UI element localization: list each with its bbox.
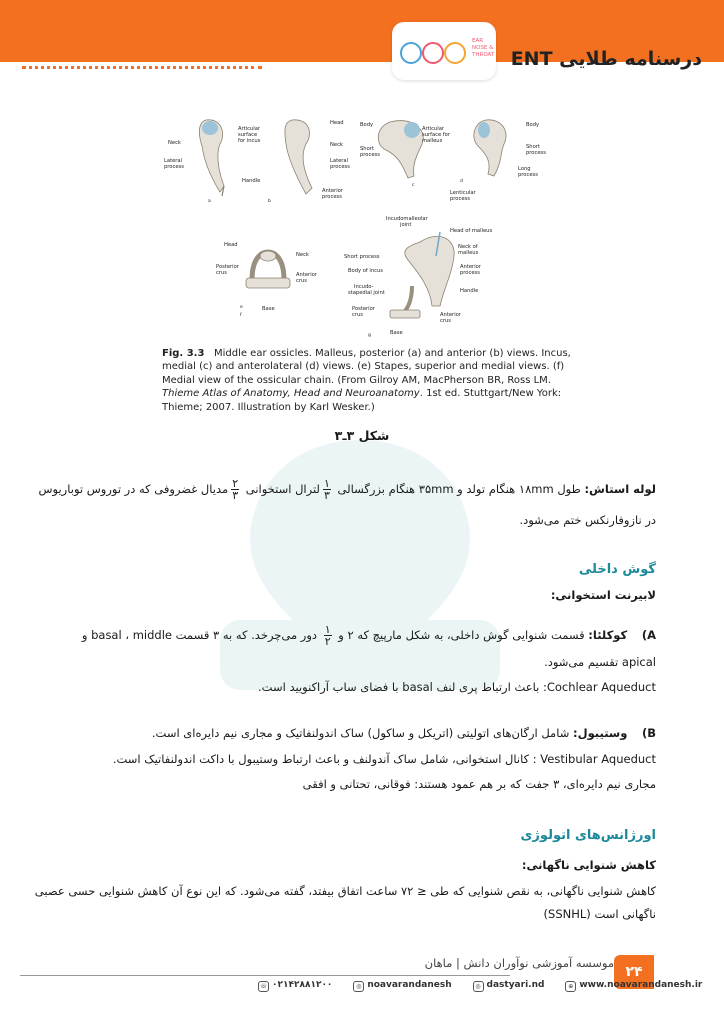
ear-icon <box>400 42 422 64</box>
caption-line: Thieme; 2007. Illustration by Karl Wesker.) <box>162 401 375 413</box>
eustachian-text: لترال استخوانی <box>242 482 320 496</box>
fig-label: a <box>208 199 211 204</box>
fig-label: process <box>360 152 380 158</box>
fig-label: Neck <box>330 142 343 148</box>
fig-label: stapedial joint <box>348 290 385 296</box>
fig-label: Articular <box>238 126 261 132</box>
footer-link[interactable]: ⊕ www.noavarandanesh.ir <box>565 980 702 990</box>
fig-label: malleus <box>458 250 479 256</box>
fig-label: process <box>526 150 546 156</box>
fig-label: surface for <box>422 132 450 138</box>
figure-caption <box>162 347 572 414</box>
fig-label: process <box>460 270 480 276</box>
cochlear-aqueduct-line: Cochlear Aqueduct: باعث ارتباط پری لنف basal با فضای ساب آراکنویید است. <box>258 680 656 694</box>
caption-line: Medial view of the ossicular chain. (From Gilroy AM, MacPherson BR, Ross LM. <box>162 374 551 386</box>
cochlea-text: قسمت شنوایی گوش داخلی، به شکل مارپیچ که ۲ و <box>334 628 589 642</box>
cochlea-term: کوکلئا: <box>588 628 628 642</box>
sudden-hearing-loss-line2: ناگهانی است (SSNHL) <box>543 907 656 921</box>
phone-icon: ☏ <box>259 983 268 990</box>
page-title: درسنامه طلایی ENT <box>510 48 702 70</box>
fraction: $\frac{۱}{۲}$ <box>324 623 331 648</box>
ossicular-chain <box>390 232 454 318</box>
fig-label: Posterior <box>216 264 239 270</box>
fig-label: Long <box>518 166 531 172</box>
vestibule-term: وستیبول: <box>573 726 628 740</box>
fig-label: Incudo- <box>354 284 374 290</box>
fig-label: Base <box>390 330 403 336</box>
fig-label: crus <box>296 278 307 284</box>
footer-link[interactable]: ☏ ۰۲۱۴۲۸۸۱۲۰۰ <box>259 980 333 990</box>
fig-label: Body <box>360 122 374 128</box>
fig-label: f <box>240 313 242 318</box>
cochlea-paragraph <box>82 624 656 647</box>
fig-label: Lenticular <box>450 190 476 196</box>
fig-label: Short <box>526 144 540 150</box>
caption-fig-number: Fig. 3.3 <box>162 348 205 359</box>
eustachian-paragraph <box>39 478 657 501</box>
fig-label: Handle <box>460 288 479 294</box>
globe-icon: ⊕ <box>565 981 576 992</box>
fig-label: malleus <box>422 138 443 144</box>
header-dotted-line <box>22 66 262 69</box>
bony-labyrinth-subheading: لابیرنت استخوانی: <box>550 588 656 602</box>
fig-label: Head of malleus <box>450 228 493 234</box>
fraction: $\frac{۱}{۳}$ <box>323 477 330 502</box>
fig-label: Anterior <box>322 188 343 194</box>
fig-label: Incudomalleolar <box>386 216 428 222</box>
footer-link[interactable]: ◎ dastyari.nd <box>473 980 545 990</box>
instagram-icon: ◎ <box>353 981 364 992</box>
fig-label: surface <box>238 132 258 138</box>
fig-label: for incus <box>238 138 261 144</box>
fig-label: Short <box>360 146 374 152</box>
vestibule-text: شامل ارگان‌های اتولیتی (اتریکل و ساکول) ساک اندولنفاتیک و مجاری نیم دایره‌ای است. <box>151 726 574 740</box>
page-header <box>0 0 724 100</box>
page-number: ۲۴ <box>614 955 654 989</box>
fig-label: d <box>460 179 463 184</box>
footer-link[interactable]: ◎ noavarandanesh <box>353 980 451 990</box>
vestibule-paragraph <box>152 725 656 741</box>
footer-divider <box>20 975 510 976</box>
semicircular-canals-line: مجاری نیم دایره‌ای، ۳ جفت که بر هم عمود هستند: فوقانی، تحتانی و افقی <box>302 777 656 791</box>
inner-ear-heading: گوش داخلی <box>578 562 656 577</box>
cochlea-text: دور می‌چرخد. که به ۳ قسمت basal ، middle و <box>81 628 321 642</box>
fig-label: Head <box>224 242 238 248</box>
eustachian-term: لوله استاش: <box>584 482 656 496</box>
fig-label: Base <box>262 306 275 312</box>
eustachian-line2: در نازوفارنکس ختم می‌شود. <box>519 513 656 527</box>
list-marker: A) <box>641 628 656 642</box>
throat-icon <box>444 42 466 64</box>
fig-label: Posterior <box>352 306 375 312</box>
stapes-views <box>246 251 290 288</box>
caption-line: medial (c) and anterolateral (d) views. (e) Stapes, superior and medial views. (f) <box>162 361 565 373</box>
fig-label: process <box>322 194 342 200</box>
fig-label: process <box>330 164 350 170</box>
fig-label: c <box>412 183 415 188</box>
fig-label: b <box>268 199 271 204</box>
sudden-hearing-loss-line1: کاهش شنوایی ناگهانی، به نقص شنوایی که طی ≤ ۷۲ ساعت اتفاق بیفتد، گفته می‌شود. که این نوع آن کاهش شنوایی حسی عصبی <box>34 884 656 898</box>
fig-label: Short process <box>344 254 380 260</box>
fig-label: crus <box>216 270 227 276</box>
fig-label: Lateral <box>330 158 349 164</box>
fig-label: Articular <box>422 126 445 132</box>
fig-label: Lateral <box>164 158 183 164</box>
sudden-hearing-loss-subheading: کاهش شنوایی ناگهانی: <box>521 858 656 872</box>
cochlea-line2: apical تقسیم می‌شود. <box>544 655 656 669</box>
footer-institute: موسسه آموزشی نوآوران دانش | ماهان <box>424 956 614 970</box>
fig-label: e <box>240 305 243 310</box>
fig-label: Neck of <box>458 244 478 250</box>
fraction: $\frac{۲}{۳}$ <box>232 477 239 502</box>
malleus-posterior-view <box>199 120 224 196</box>
eustachian-text: مدیال غضروفی که در توروس توباریوس <box>38 482 229 496</box>
caption-book-title: Thieme Atlas of Anatomy, Head and Neuroanatomy <box>162 388 420 400</box>
fig-label: Head <box>330 120 344 126</box>
vestibular-aqueduct-line: Vestibular Aqueduct : کانال استخوانی، شامل ساک آندولنف و باعث ارتباط وستیبول با داکت اندولنفاتیک است. <box>112 752 656 766</box>
fig-label: joint <box>400 222 412 228</box>
logo <box>392 22 496 80</box>
fig-label: Anterior <box>296 272 317 278</box>
caption-line: . 1st ed. Stuttgart/New York: <box>419 388 562 400</box>
instagram-icon: ◎ <box>473 981 484 992</box>
fig-label: process <box>164 164 184 170</box>
fig-label: Neck <box>168 140 181 146</box>
fig-label: Neck <box>296 252 309 258</box>
figure-number-label: شکل ۳ـ۳ <box>334 428 390 443</box>
nose-icon <box>422 42 444 64</box>
fig-label: crus <box>440 318 451 324</box>
eustachian-text: طول ۱۸mm هنگام تولد و ۳۵mm هنگام بزرگسالی <box>333 482 585 496</box>
fig-label: g <box>368 333 371 338</box>
caption-line: Middle ear ossicles. Malleus, posterior (a) and anterior (b) views. Incus, <box>213 348 571 359</box>
fig-label: process <box>518 172 538 178</box>
fig-label: Anterior <box>460 264 481 270</box>
watermark-logo <box>190 420 530 720</box>
ossicles-figure <box>150 110 550 348</box>
fig-label: Body <box>526 122 540 128</box>
otology-emergencies-heading: اورژانس‌های اتولوژی <box>520 828 656 843</box>
fig-label: Handle <box>242 178 261 184</box>
malleus-anterior-view <box>285 120 312 194</box>
logo-text: EAR NOSE & THROAT <box>472 38 495 58</box>
footer-links <box>258 980 720 992</box>
list-marker: B) <box>641 726 656 740</box>
fig-label: crus <box>352 312 363 318</box>
fig-label: Anterior <box>440 312 461 318</box>
fig-label: Body of incus <box>348 268 383 274</box>
fig-label: process <box>450 196 470 202</box>
